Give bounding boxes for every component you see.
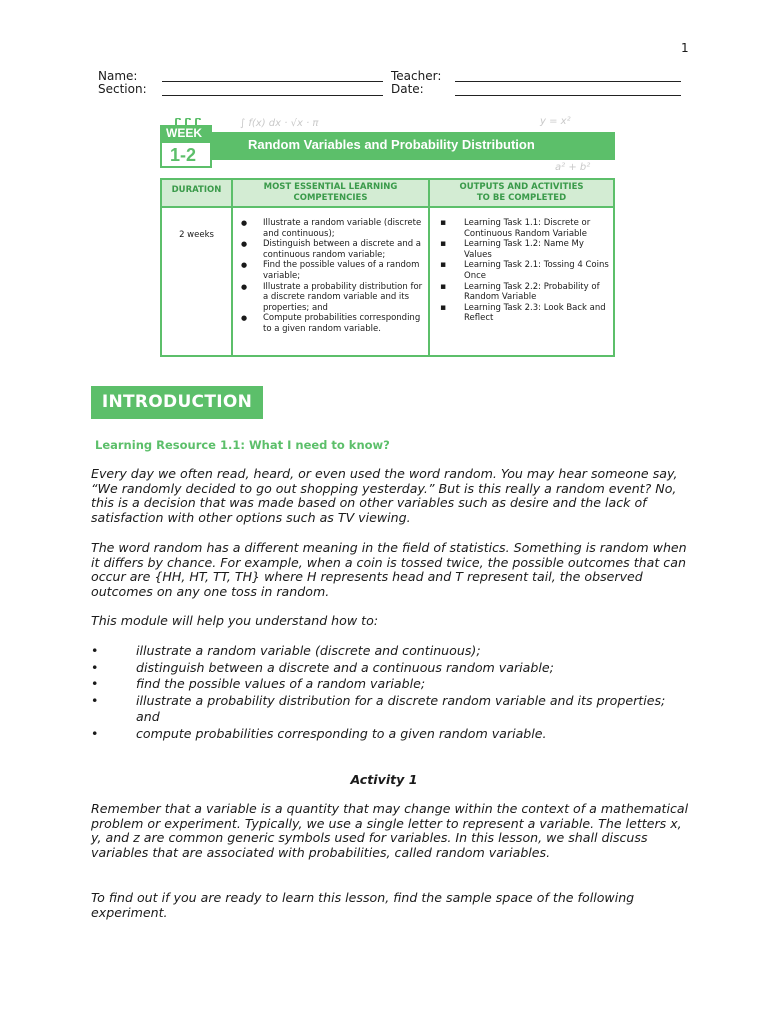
- page-number: 1: [681, 41, 689, 55]
- intro-paragraph-1: Every day we often read, heard, or even used the word random. You may hear someone say, “We randomly decided to go out shopping yesterday.” But is this really a random event? No, this is a decision that was made based on other variables such as desire and the lack of satisfaction with other options such as TV viewing.: [91, 466, 678, 525]
- competencies-header: MOST ESSENTIAL LEARNING COMPETENCIES: [233, 180, 428, 206]
- teacher-label: Teacher:: [391, 69, 442, 83]
- intro-paragraph-3: This module will help you understand how to:: [91, 613, 379, 628]
- week-number: 1-2: [160, 141, 212, 168]
- name-field-line[interactable]: [162, 81, 383, 82]
- output-item: ▪ Learning Task 2.1: Tossing 4 Coins Once: [428, 260, 614, 281]
- intro-paragraph-2: The word random has a different meaning in the field of statistics. Something is random when it differs by chance. For example, when a coin is tossed twice, the possible outcomes that can occur are {HH, HT, TT, TH} where H represents head and T represent tail, the observed outcomes on any one toss in random.: [91, 540, 687, 599]
- objective-item: • illustrate a random variable (discrete and continuous);: [91, 643, 691, 660]
- output-item: ▪ Learning Task 1.2: Name My Values: [428, 239, 614, 260]
- date-field-line[interactable]: [455, 95, 681, 96]
- activity-paragraph-2: To find out if you are ready to learn this lesson, find the sample space of the following experiment.: [91, 890, 635, 920]
- week-banner: [160, 118, 615, 174]
- objective-item: • find the possible values of a random variable;: [91, 676, 691, 693]
- competency-item: ● Find the possible values of a random variable;: [233, 260, 423, 281]
- section-label: Section:: [98, 82, 147, 96]
- math-doodle-decoration: ∫ f(x) dx · √x · π: [240, 118, 319, 129]
- math-doodle-decoration: y = x²: [540, 116, 571, 127]
- week-label: WEEK: [160, 125, 212, 141]
- competency-item: ● Distinguish between a discrete and a continuous random variable;: [233, 239, 423, 260]
- competency-item: ● Illustrate a probability distribution for a discrete random variable and its properties; and: [233, 282, 423, 314]
- objectives-list: [91, 643, 691, 743]
- competency-item: ● Compute probabilities corresponding to a given random variable.: [233, 313, 423, 334]
- activity-paragraph-1: Remember that a variable is a quantity that may change within the context of a mathematical problem or experiment. Typically, we use a single letter to represent a variable. The letters x, y, and z are common generic symbols used for variables. In this lesson, we shall discuss variables that are associated with probabilities, called random variables.: [91, 801, 689, 860]
- section-field-line[interactable]: [162, 95, 383, 96]
- competency-table: [160, 178, 615, 357]
- header-divider: [162, 206, 613, 208]
- date-label: Date:: [391, 82, 424, 96]
- output-item: ▪ Learning Task 1.1: Discrete or Continuous Random Variable: [428, 218, 614, 239]
- objective-item: • illustrate a probability distribution for a discrete random variable and its properties; and: [91, 693, 691, 726]
- outputs-cell: [428, 218, 614, 324]
- output-item: ▪ Learning Task 2.2: Probability of Random Variable: [428, 282, 614, 303]
- banner-title: Random Variables and Probability Distribution: [248, 137, 535, 152]
- math-doodle-decoration: a² + b²: [555, 162, 591, 173]
- resource-title: Learning Resource 1.1: What I need to know?: [95, 438, 390, 452]
- name-label: Name:: [98, 69, 138, 83]
- introduction-heading: INTRODUCTION: [91, 386, 263, 419]
- output-item: ▪ Learning Task 2.3: Look Back and Reflect: [428, 303, 614, 324]
- objective-item: • distinguish between a discrete and a continuous random variable;: [91, 660, 691, 677]
- competency-item: ● Illustrate a random variable (discrete and continuous);: [233, 218, 423, 239]
- duration-value: 2 weeks: [179, 230, 214, 240]
- competencies-cell: [233, 218, 423, 335]
- objective-item: • compute probabilities corresponding to a given random variable.: [91, 726, 691, 743]
- activity-title: Activity 1: [350, 772, 418, 787]
- outputs-header: OUTPUTS AND ACTIVITIES TO BE COMPLETED: [430, 180, 613, 206]
- duration-header: DURATION: [162, 180, 231, 206]
- teacher-field-line[interactable]: [455, 81, 681, 82]
